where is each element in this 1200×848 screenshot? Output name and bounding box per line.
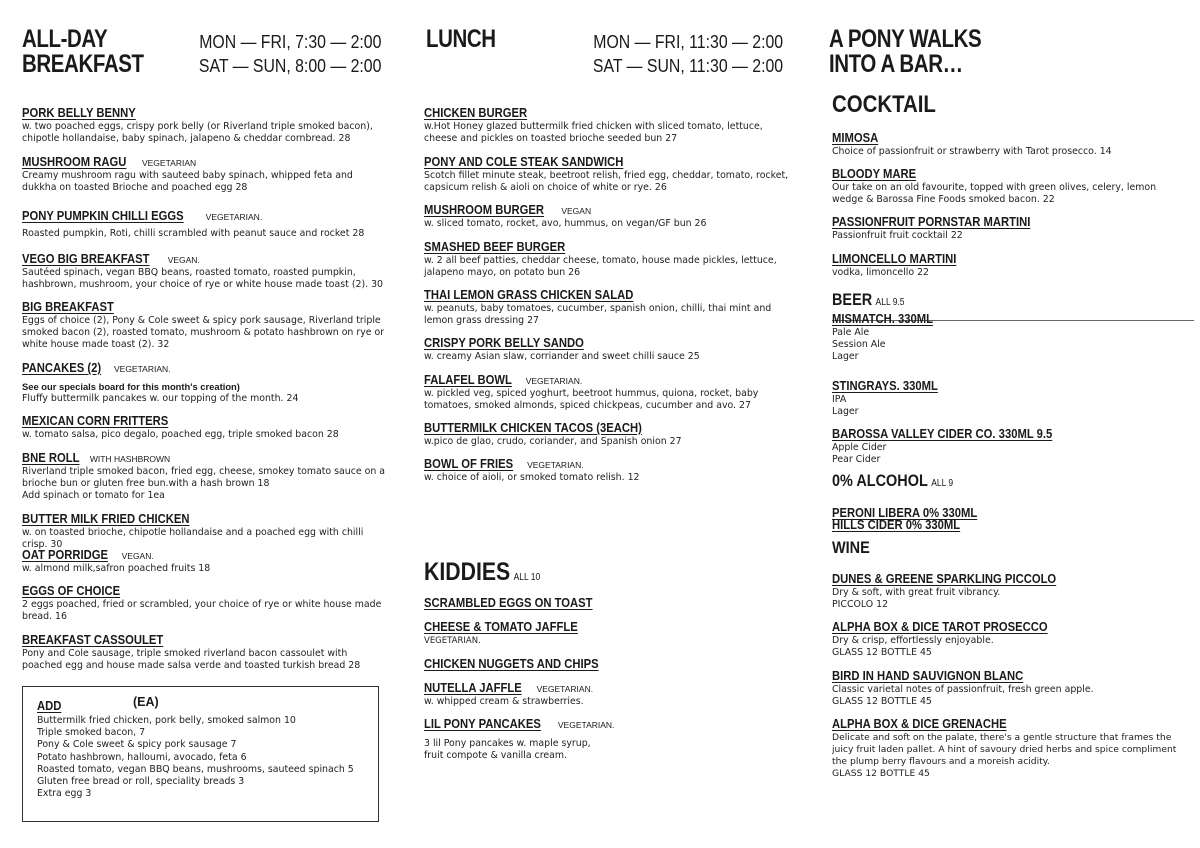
item-desc: Fluffy buttermilk pancakes w. our topping of the month. 24 (22, 393, 299, 404)
item-desc: Dry & crisp, effortlessly enjoyable. GLASS 12 BOTTLE 45 (832, 635, 994, 658)
item-title: SMASHED BEEF BURGER (424, 240, 566, 254)
menu-item (424, 653, 789, 672)
item-title: MEXICAN CORN FRITTERS (22, 414, 169, 428)
add-ons-box (22, 686, 379, 822)
item-desc: w. peanuts, baby tomatoes, cucumber, spanish onion, chilli, thai mint and lemon grass dressing 27 (424, 303, 772, 326)
item-desc: Delicate and soft on the palate, there's a gentle structure that frames the juicy fruit laden pallet. A hint of savoury dried herbs and spice compliment the plump berry flavours and a moreish acidity. GLASS 12 BOTTLE 45 (832, 732, 1177, 779)
add-line: Triple smoked bacon, 7 (37, 727, 146, 739)
menu-item (424, 102, 789, 145)
menu-item (424, 616, 789, 647)
item-desc: w.pico de glao, crudo, coriander, and Spanish onion 27 (424, 436, 682, 447)
item-desc: Dry & soft, with great fruit vibrancy. PICCOLO 12 (832, 587, 1001, 610)
item-desc: Eggs of choice (2), Pony & Cole sweet & spicy pork sausage, Riverland triple smoked bacon (2), roasted tomato, mushroom & potato hashbrown on rye or white house made toast (2). 32 (22, 315, 385, 350)
item-tag: VEGAN. (167, 255, 200, 265)
item-title: LIMONCELLO MARTINI (832, 252, 957, 266)
item-desc: w. sliced tomato, rocket, avo, hummus, on vegan/GF bun 26 (424, 218, 707, 229)
item-title: PERONI LIBERA 0% 330ML (832, 506, 978, 520)
item-desc: w. tomato salsa, pico degalo, poached egg, triple smoked bacon 28 (22, 429, 339, 440)
add-line: Pony & Cole sweet & spicy pork sausage 7 (37, 739, 237, 751)
item-title: DUNES & GREENE SPARKLING PICCOLO (832, 572, 1057, 586)
menu-item (424, 713, 789, 762)
menu-item (832, 211, 1184, 242)
item-title: PANCAKES (2) (22, 361, 102, 375)
lunch-column (424, 0, 789, 848)
item-title: PONY AND COLE STEAK SANDWICH (424, 155, 624, 169)
item-title: BNE ROLL (22, 451, 80, 465)
beer-heading-text: BEER (832, 290, 873, 309)
item-title: LIL PONY PANCAKES (424, 717, 541, 731)
menu-item (832, 568, 1184, 611)
item-title: ALPHA BOX & DICE TAROT PROSECCO (832, 620, 1048, 634)
breakfast-hours-weekday: MON — FRI, 7:30 — 2:00 (198, 32, 381, 52)
item-title: CRISPY PORK BELLY SANDO (424, 336, 584, 350)
item-title: BOWL OF FRIES (424, 457, 514, 471)
menu-item (424, 417, 789, 448)
kiddies-heading-text: KIDDIES (424, 558, 511, 586)
item-title: BIRD IN HAND SAUVIGNON BLANC (832, 669, 1024, 683)
menu-item (832, 665, 1184, 708)
item-tag: WITH HASHBROWN (89, 454, 171, 464)
add-ea-label: (EA) (133, 695, 159, 709)
item-tag: VEGETARIAN. (557, 720, 615, 730)
add-line: Potato hashbrown, halloumi, avocado, feta 6 (37, 751, 247, 763)
kiddies-heading (424, 559, 540, 591)
item-title: PASSIONFRUIT PORNSTAR MARTINI (832, 215, 1031, 229)
menu-item (22, 544, 387, 575)
item-desc: Pony and Cole sausage, triple smoked riverland bacon cassoulet with poached egg and house made salsa verde and toasted turkish bread 28 (22, 648, 361, 671)
item-desc: Riverland triple smoked bacon, fried egg, cheese, smokey tomato sauce on a brioche bun or gluten free bun.with a hash brown 18 Add spinach or tomato for 1ea (22, 466, 386, 501)
cocktail-heading: COCKTAIL (832, 91, 936, 118)
add-title: ADD (37, 699, 62, 713)
item-desc: Choice of passionfruit or strawberry with Tarot prosecco. 14 (832, 146, 1112, 157)
menu-item (424, 236, 789, 279)
item-title: SCRAMBLED EGGS ON TOAST (424, 596, 593, 610)
lunch-hours (593, 30, 783, 78)
item-tag: VEGETARIAN. (525, 376, 583, 386)
menu-item (424, 284, 789, 327)
item-title: STINGRAYS. 330ML (832, 379, 938, 393)
menu-item (424, 592, 789, 611)
item-desc: Creamy mushroom ragu with sauteed baby spinach, whipped feta and dukkha on toasted Brioche and poached egg 28 (22, 170, 353, 193)
add-line: Gluten free bread or roll, speciality breads 3 (37, 776, 245, 788)
item-title: PONY PUMPKIN CHILLI EGGS (22, 209, 184, 223)
item-desc: w. almond milk,safron poached fruits 18 (22, 563, 211, 574)
item-title: EGGS OF CHOICE (22, 584, 121, 598)
zero-alcohol-heading (832, 472, 953, 493)
menu-item (424, 332, 789, 363)
item-title: CHICKEN NUGGETS AND CHIPS (424, 657, 599, 671)
menu-item (22, 102, 387, 145)
menu-item (424, 453, 789, 484)
menu-item (832, 616, 1184, 659)
item-desc: w. two poached eggs, crispy pork belly (or Riverland triple smoked bacon), chipotle hollandaise, baby spinach, jalapeno & cheddar cornbread. 28 (22, 121, 373, 144)
item-desc: 2 eggs poached, fried or scrambled, your choice of rye or white house made bread. 16 (22, 599, 382, 622)
menu-item (22, 580, 387, 623)
item-title: CHICKEN BURGER (424, 106, 528, 120)
item-desc: Pale Ale Session Ale Lager (832, 327, 886, 362)
item-title: ALPHA BOX & DICE GRENACHE (832, 717, 1007, 731)
breakfast-hours-weekend: SAT — SUN, 8:00 — 2:00 (198, 56, 381, 76)
item-title: VEGO BIG BREAKFAST (22, 252, 150, 266)
item-desc: Passionfruit fruit cocktail 22 (832, 230, 963, 241)
item-desc: w.Hot Honey glazed buttermilk fried chicken with sliced tomato, lettuce, cheese and pickles on toasted brioche seeded bun 27 (424, 121, 763, 144)
item-desc: 3 lil Pony pancakes w. maple syrup, fruit compote & vanilla cream. (424, 738, 591, 761)
item-tag: VEGETARIAN. (536, 684, 594, 694)
menu-item (424, 151, 789, 194)
breakfast-heading: ALL-DAY BREAKFAST (22, 25, 144, 78)
menu-item (22, 296, 387, 351)
item-tag: VEGETARIAN. (205, 212, 263, 222)
item-title: HILLS CIDER 0% 330ML (832, 518, 961, 532)
item-title: FALAFEL BOWL (424, 373, 512, 387)
menu-item (22, 151, 387, 194)
item-tag: VEGAN. (121, 551, 154, 561)
item-title: BLOODY MARE (832, 167, 917, 181)
item-tag: VEGAN (561, 206, 592, 216)
item-desc: IPA Lager (832, 394, 859, 417)
menu-item (832, 514, 1184, 533)
zero-price: ALL 9 (931, 478, 954, 489)
item-desc: w. pickled veg, spiced yoghurt, beetroot hummus, quiona, rocket, baby tomatoes, smoked almonds, spiced chickpeas, cucumber and avo. 27 (424, 388, 759, 411)
item-title: BUTTERMILK CHICKEN TACOS (3EACH) (424, 421, 642, 435)
item-desc: Classic varietal notes of passionfruit, fresh green apple. GLASS 12 BOTTLE 45 (832, 684, 1094, 707)
menu-item (832, 127, 1184, 158)
breakfast-hours (198, 30, 381, 78)
item-desc: w. 2 all beef patties, cheddar cheese, tomato, house made pickles, lettuce, jalapeno mayo, on potato bun 26 (424, 255, 777, 278)
menu-item (22, 248, 387, 291)
bar-heading: A PONY WALKS INTO A BAR… (829, 25, 982, 78)
menu-item (832, 713, 1184, 780)
zero-heading-text: 0% ALCOHOL (832, 471, 928, 490)
item-title: MUSHROOM RAGU (22, 155, 127, 169)
bar-column (829, 0, 1184, 848)
item-desc: Sautéed spinach, vegan BBQ beans, roasted tomato, roasted pumpkin, hashbrown, mushroom, your choice of rye or white house made toast (2). 30 (22, 267, 383, 290)
item-desc: w. choice of aioli, or smoked tomato relish. 12 (424, 472, 640, 483)
item-title: PORK BELLY BENNY (22, 106, 136, 120)
item-desc: VEGETARIAN. (424, 636, 481, 646)
add-line: Buttermilk fried chicken, pork belly, smoked salmon 10 (37, 715, 296, 726)
item-title: BAROSSA VALLEY CIDER CO. 330ML 9.5 (832, 427, 1053, 441)
item-title: BREAKFAST CASSOULET (22, 633, 164, 647)
add-line: Roasted tomato, vegan BBQ beans, mushrooms, sauteed spinach 5 (37, 763, 354, 775)
item-title: NUTELLA JAFFLE (424, 681, 522, 695)
menu-item (832, 163, 1184, 206)
item-tag: VEGETARIAN. (527, 460, 584, 470)
beer-price: ALL 9.5 (875, 297, 905, 308)
menu-item (832, 308, 1184, 363)
item-desc: w. whipped cream & strawberries. (424, 696, 584, 707)
lunch-heading: LUNCH (426, 25, 496, 53)
menu-item (22, 629, 387, 672)
item-title: MISMATCH. 330ML (832, 312, 934, 326)
lunch-hours-weekend: SAT — SUN, 11:30 — 2:00 (592, 56, 783, 76)
menu-item (424, 199, 789, 230)
item-title: OAT PORRIDGE (22, 548, 109, 562)
item-title: MUSHROOM BURGER (424, 203, 545, 217)
item-tag: VEGETARIAN (141, 158, 197, 168)
item-title: BIG BREAKFAST (22, 300, 114, 314)
item-desc: w. on toasted brioche, chipotle hollandaise and a poached egg with chilli crisp. 30 (22, 527, 364, 550)
menu-item (832, 423, 1184, 466)
item-desc: Scotch fillet minute steak, beetroot relish, fried egg, cheddar, tomato, rocket, capsicum relish & aioli on choice of white or rye. 26 (424, 170, 789, 193)
item-desc: w. creamy Asian slaw, corriander and sweet chilli sauce 25 (424, 351, 700, 362)
item-note: See our specials board for this month's creation) (22, 381, 240, 392)
item-desc: Roasted pumpkin, Roti, chilli scrambled with peanut sauce and rocket 28 (22, 228, 365, 239)
item-title: BUTTER MILK FRIED CHICKEN (22, 512, 190, 526)
menu-item (424, 369, 789, 412)
lunch-hours-weekday: MON — FRI, 11:30 — 2:00 (593, 32, 783, 52)
item-title: THAI LEMON GRASS CHICKEN SALAD (424, 288, 634, 302)
item-desc: Apple Cider Pear Cider (832, 442, 887, 465)
item-desc: Our take on an old favourite, topped with green olives, celery, lemon wedge & Barossa Fine Foods smoked bacon. 22 (832, 182, 1157, 205)
menu-item (832, 248, 1184, 279)
item-title: MIMOSA (832, 131, 879, 145)
menu-item (22, 447, 387, 502)
item-title: CHEESE & TOMATO JAFFLE (424, 620, 578, 634)
kiddies-price: ALL 10 (513, 572, 541, 583)
item-desc: vodka, limoncello 22 (832, 267, 929, 278)
menu-item (832, 375, 1184, 418)
menu-item (22, 410, 387, 441)
menu-item (22, 357, 387, 405)
menu-item (22, 205, 387, 240)
wine-heading: WINE (832, 538, 870, 557)
add-line: Extra egg 3 (37, 788, 92, 800)
item-tag: VEGETARIAN. (113, 364, 171, 374)
menu-item (424, 677, 789, 708)
